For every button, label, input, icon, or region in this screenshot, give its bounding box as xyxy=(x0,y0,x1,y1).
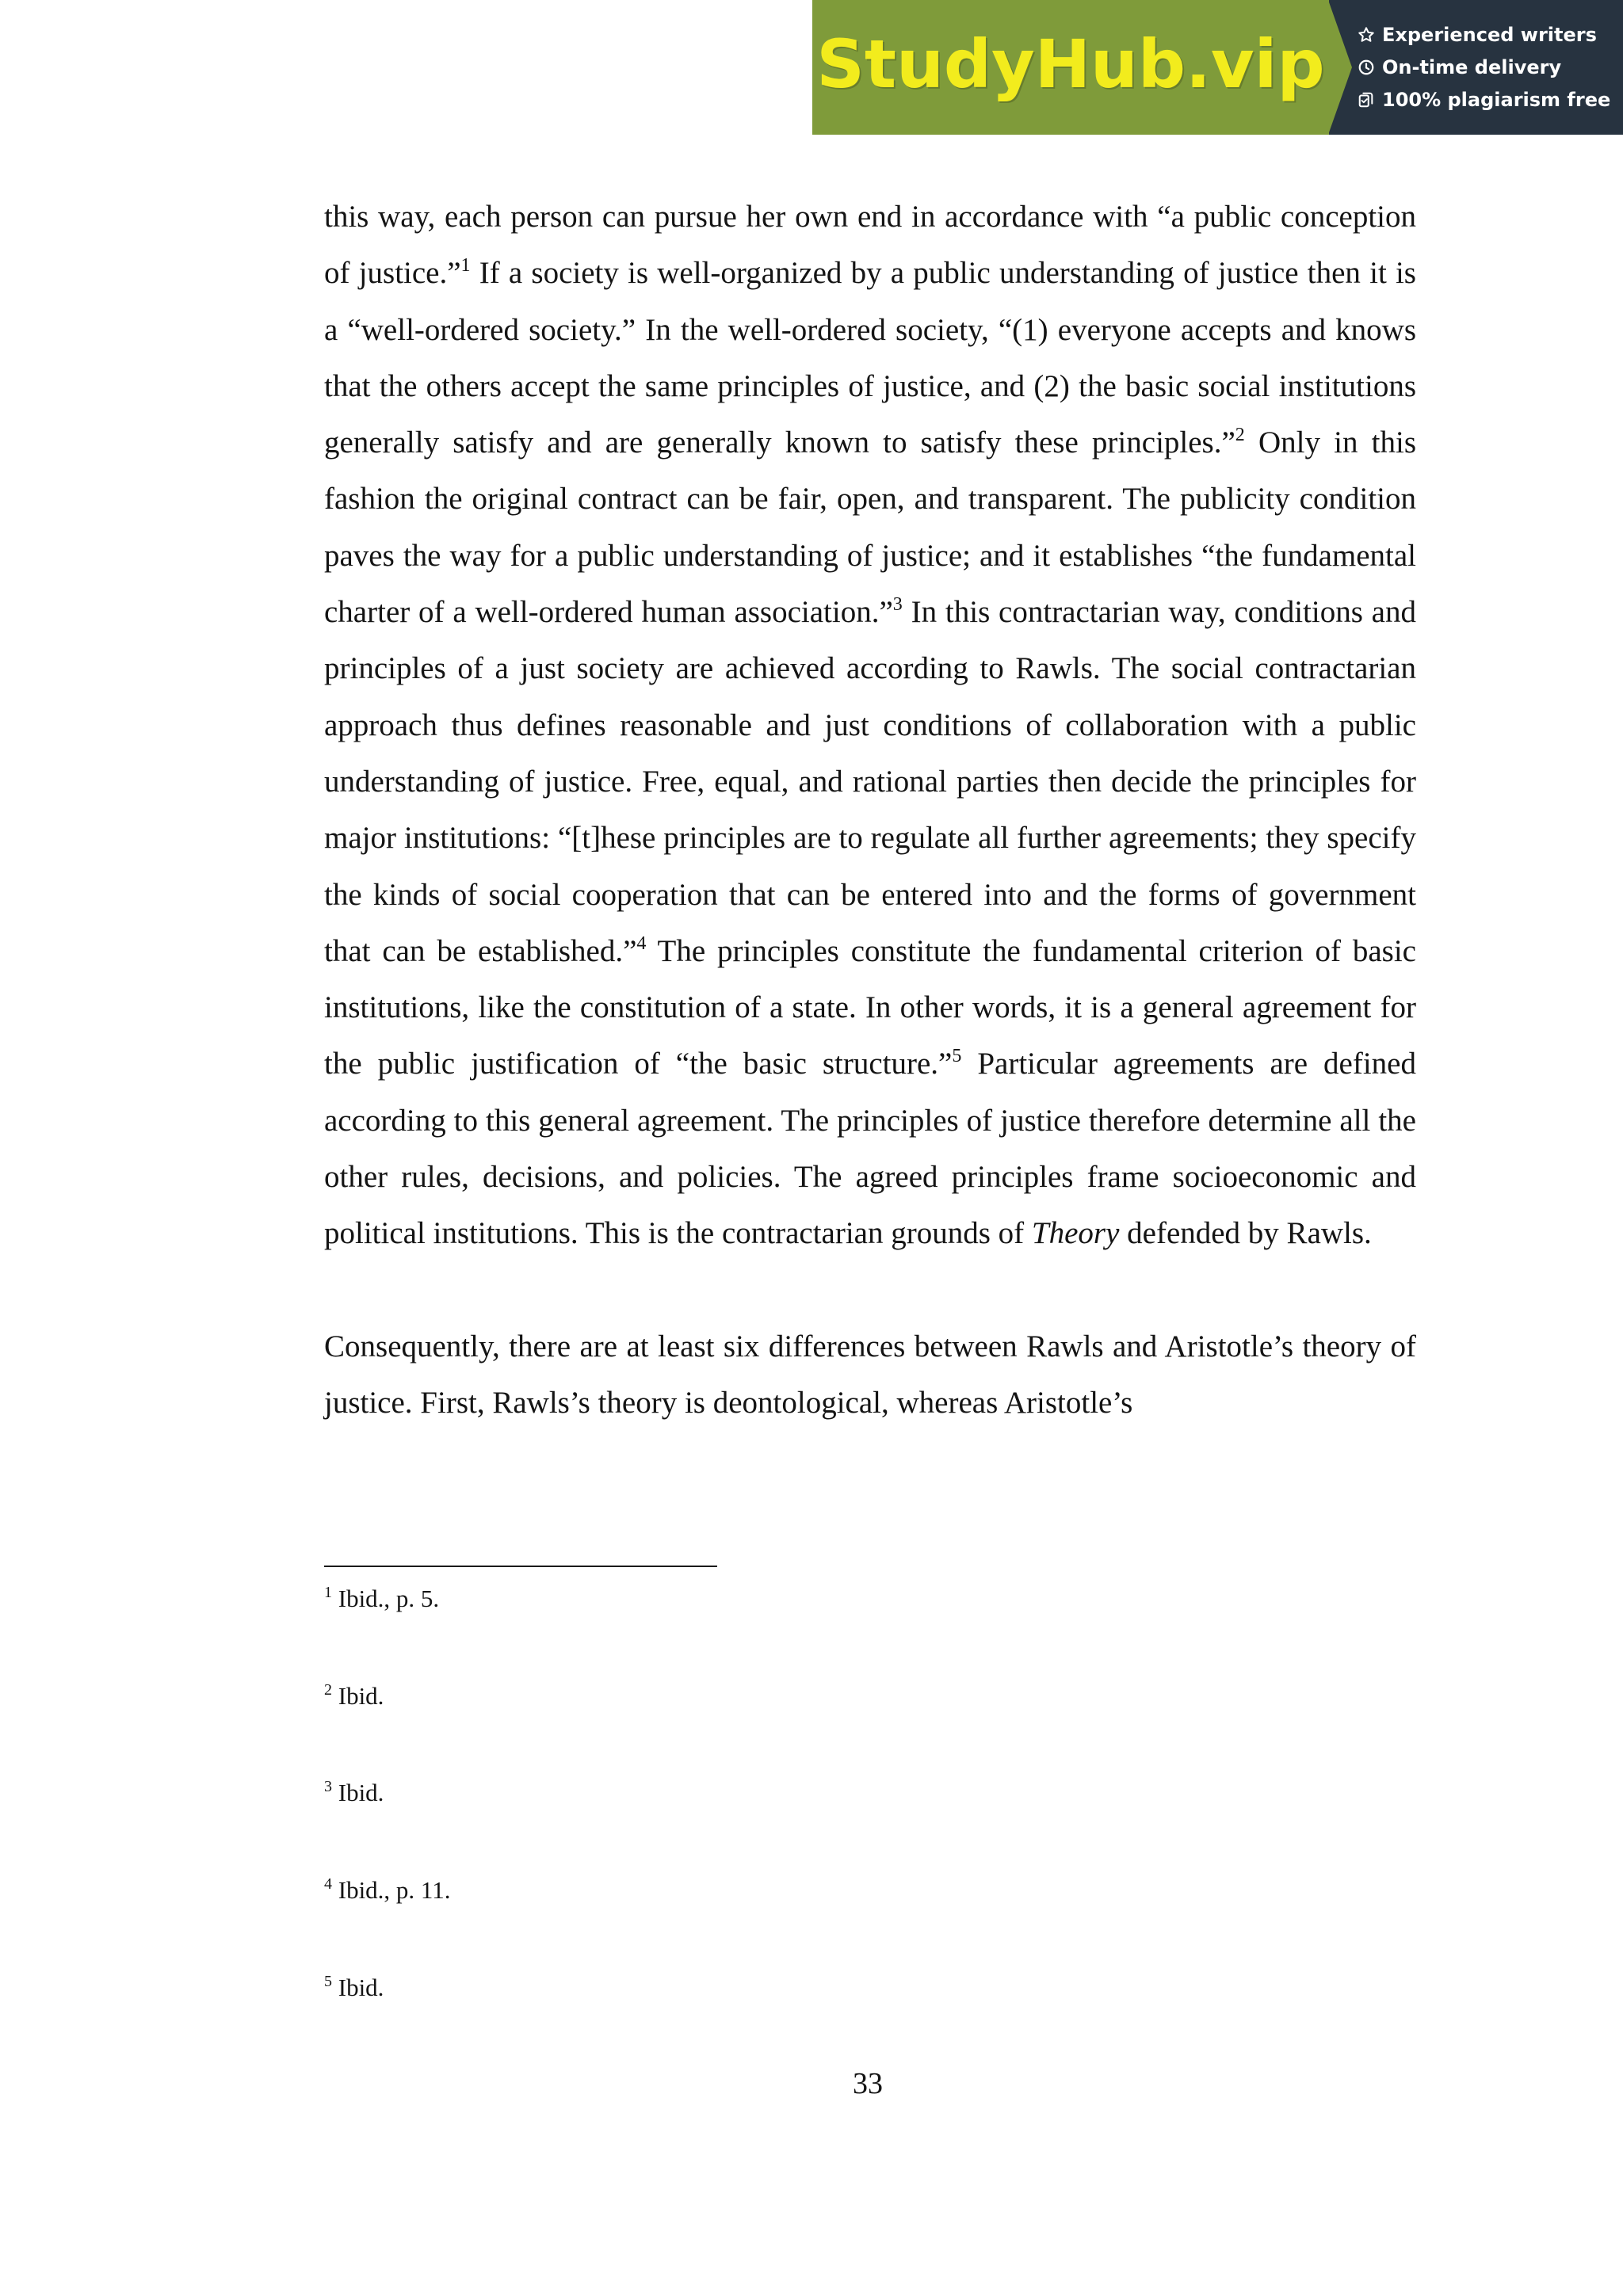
brand-panel xyxy=(812,0,1329,135)
footnote-ref[interactable]: 3 xyxy=(892,594,903,616)
footnote-text: Ibid. xyxy=(332,1682,384,1710)
star-icon xyxy=(1358,26,1375,44)
footnote-text: Ibid., p. 11. xyxy=(332,1876,451,1904)
footnote-number: 5 xyxy=(324,1973,332,1990)
italic-title: Theory xyxy=(1031,1216,1120,1251)
footnote-number: 3 xyxy=(324,1778,332,1795)
footnote-3 xyxy=(324,1777,384,1809)
footnote-number: 4 xyxy=(324,1875,332,1893)
footnote-1 xyxy=(324,1583,439,1615)
text-run: defended by Rawls. xyxy=(1119,1216,1372,1251)
studyhub-logo: StudyHub.vip xyxy=(816,25,1325,103)
text-run: this way, each person can pursue her own end in accordance with “a public conception of justice.” xyxy=(324,200,1416,291)
feature-plagiarism-free xyxy=(1358,84,1623,116)
footnote-2 xyxy=(324,1680,384,1712)
footnote-text: Ibid. xyxy=(332,1779,384,1806)
footnote-ref[interactable]: 4 xyxy=(636,933,647,954)
text-run: Only in this fashion the original contract can be fair, open, and transparent. The publicity condition paves the way for a public understanding of justice; and it establishes “the fundamental charter of a well-ordered human association.” xyxy=(324,425,1417,630)
feature-on-time-delivery xyxy=(1358,51,1623,84)
clock-icon xyxy=(1358,59,1375,76)
footnote-4 xyxy=(324,1875,451,1906)
footnote-divider xyxy=(324,1566,717,1567)
text-run: Particular agreements are defined according to this general agreement. The principles of justice therefore determine all the other rules, decisions, and policies. The agreed principles frame socioeconomic and political institutions. This is the contractarian grounds of xyxy=(324,1047,1416,1251)
footnote-ref[interactable]: 5 xyxy=(952,1046,962,1067)
text-run: In this contractarian way, conditions and principles of a just society are achieved according to Rawls. The social contractarian approach thus defines reasonable and just conditions of collaboration with a public understanding of justice. Free, equal, and rational parties then decide the principles for major institutions: “[t]hese principles are to regulate all further agreements; they specify the kinds of social cooperation that can be entered into and the forms of government that can be established.” xyxy=(324,595,1416,968)
feature-label: 100% plagiarism free xyxy=(1382,89,1611,111)
body-paragraph-1 xyxy=(324,189,1416,1262)
features-panel xyxy=(1329,0,1623,135)
footnote-number: 1 xyxy=(324,1584,332,1601)
feature-label: On-time delivery xyxy=(1382,56,1562,78)
footnote-ref[interactable]: 2 xyxy=(1235,425,1245,446)
footnote-ref[interactable]: 1 xyxy=(460,255,471,277)
feature-experienced-writers xyxy=(1358,19,1623,51)
feature-label: Experienced writers xyxy=(1382,24,1597,46)
footnote-5 xyxy=(324,1972,384,2004)
page-number: 33 xyxy=(853,2067,883,2100)
footnote-text: Ibid., p. 5. xyxy=(332,1585,440,1612)
page-body xyxy=(324,189,1416,1432)
text-run: The principles constitute the fundamental criterion of basic institutions, like the constitution of a state. In other words, it is a general agreement for the public justification of “the basic structure.” xyxy=(324,933,1416,1081)
footnote-text: Ibid. xyxy=(332,1974,384,2001)
footnote-number: 2 xyxy=(324,1681,332,1699)
text-run: If a society is well-organized by a public understanding of justice then it is a “well-ordered society.” In the well-ordered society, “(1) everyone accepts and knows that the others accept the same principles of justice, and (2) the basic social institutions generally satisfy and are generally known to satisfy these principles.” xyxy=(324,256,1416,460)
body-paragraph-2: Consequently, there are at least six differences between Rawls and Aristotle’s theory of justice. First, Rawls’s theory is deontological, whereas Aristotle’s xyxy=(324,1329,1416,1421)
copy-icon xyxy=(1358,91,1375,109)
promo-banner[interactable] xyxy=(812,0,1623,135)
